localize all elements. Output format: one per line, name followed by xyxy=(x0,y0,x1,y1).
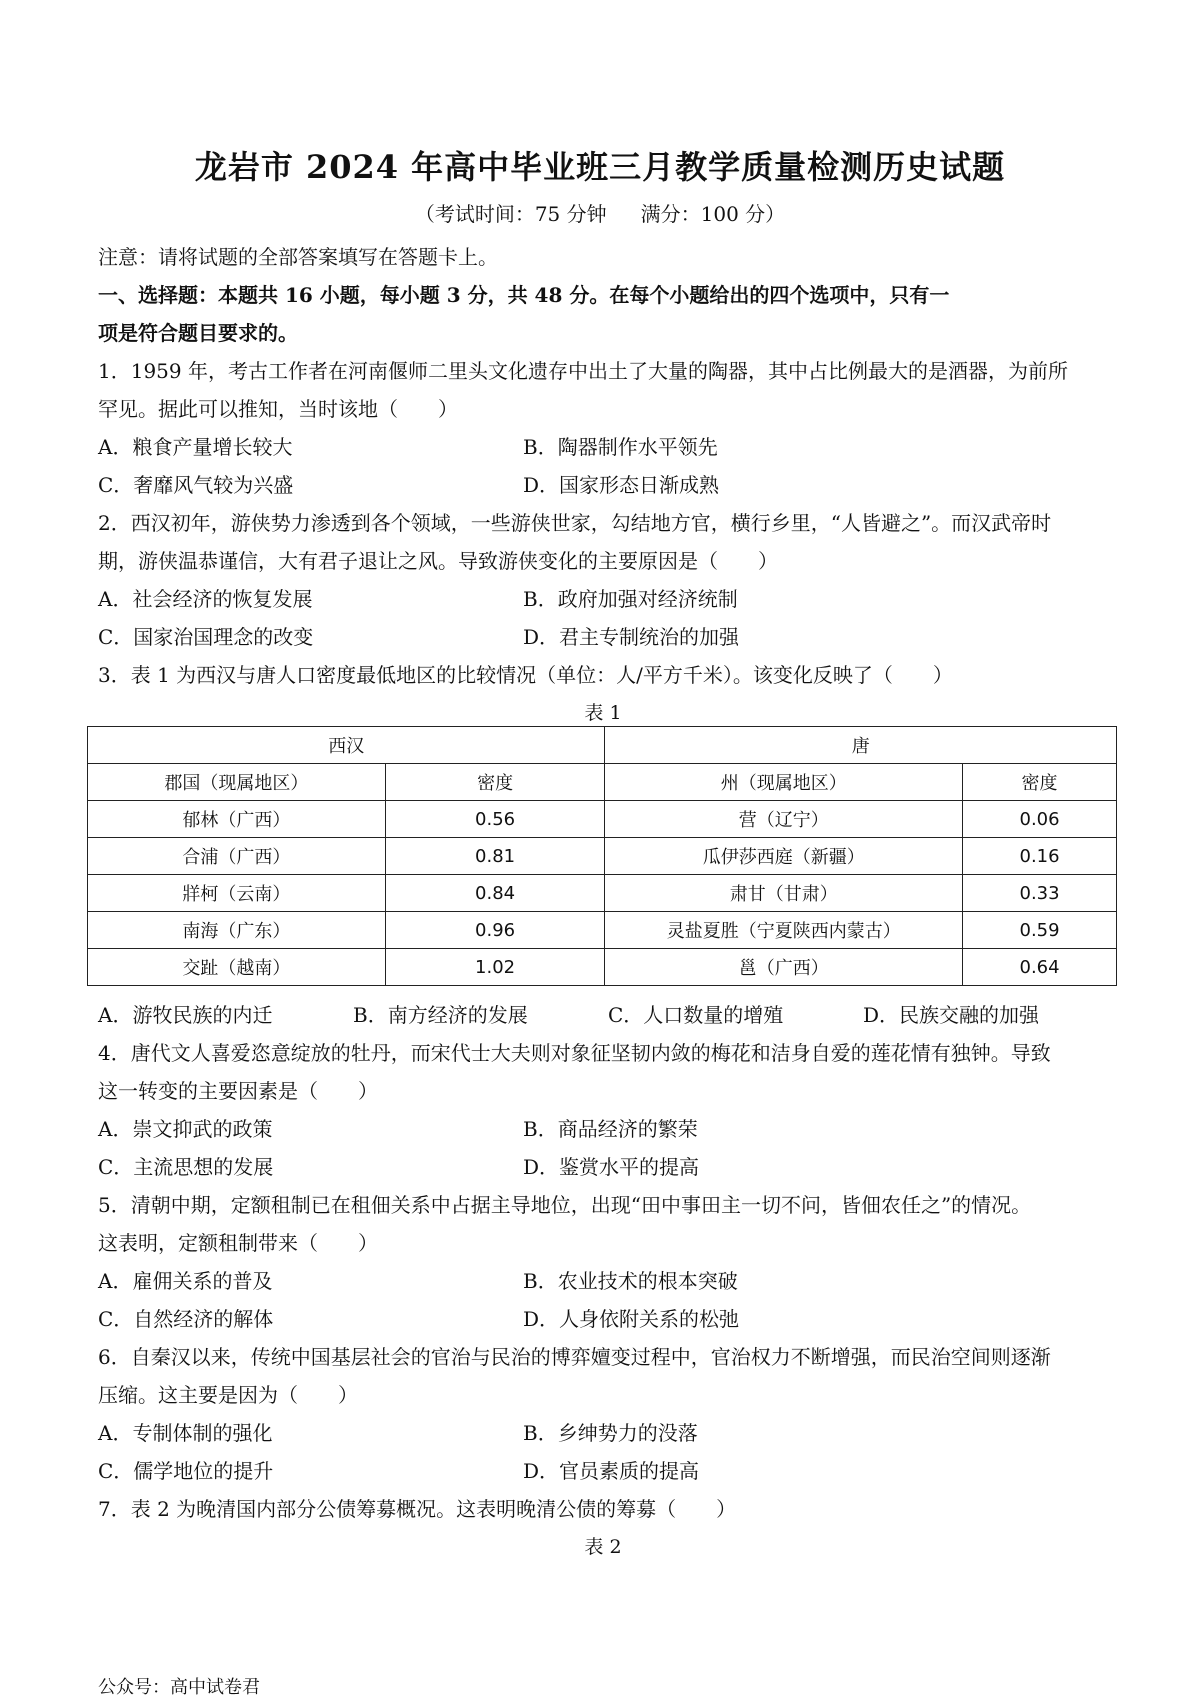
table-cell: 营（辽宁） xyxy=(605,801,963,838)
options xyxy=(98,1262,1108,1338)
table-cell: 0.06 xyxy=(963,801,1117,838)
question-text: 4．唐代文人喜爱恣意绽放的牡丹，而宋代士大夫则对象征坚韧内敛的梅花和洁身自爱的莲花情有独钟。导致 xyxy=(98,1041,1051,1065)
question-text: 2．西汉初年，游侠势力渗透到各个领域，一些游侠世家，勾结地方官，横行乡里，“人皆避之”。而汉武帝时 xyxy=(98,511,1052,535)
table-cell: 1.02 xyxy=(385,949,605,986)
notice: 注意：请将试题的全部答案填写在答题卡上。 xyxy=(98,245,498,269)
lower-block xyxy=(98,996,1108,1566)
table-cell: 0.16 xyxy=(963,838,1117,875)
table-cell: 0.59 xyxy=(963,912,1117,949)
section-heading-line1: 一、选择题：本题共 16 小题，每小题 3 分，共 48 分。在每个小题给出的四个选项中，只有一 xyxy=(98,283,950,307)
options xyxy=(98,428,1108,504)
group-tang: 唐 xyxy=(605,727,1117,764)
exam-subtitle xyxy=(0,198,1200,227)
exam-title: 龙岩市 2024 年高中毕业班三月教学质量检测历史试题 xyxy=(194,148,1006,186)
option-b: B．乡绅势力的没落 xyxy=(523,1421,698,1445)
question-2 xyxy=(98,504,1108,656)
option-b: B．政府加强对经济统制 xyxy=(523,587,738,611)
table-cell: 交趾（越南） xyxy=(88,949,386,986)
question-text: 6．自秦汉以来，传统中国基层社会的官治与民治的博弈嬗变过程中，官治权力不断增强，而民治空间则逐渐 xyxy=(98,1345,1051,1369)
table-1 xyxy=(87,726,1117,986)
footer-note: 公众号：高中试卷君 xyxy=(98,1677,260,1698)
question-3 xyxy=(98,656,1108,732)
question-text: 1．1959 年，考古工作者在河南偃师二里头文化遗存中出土了大量的陶器，其中占比例最大的是酒器，为前所 xyxy=(98,359,1068,383)
option-b: B．南方经济的发展 xyxy=(353,1003,528,1027)
option-c: C．人口数量的增殖 xyxy=(608,1003,784,1027)
column-header: 州（现属地区） xyxy=(605,764,963,801)
option-a: A．粮食产量增长较大 xyxy=(98,435,293,459)
option-c: C．主流思想的发展 xyxy=(98,1155,274,1179)
table-cell: 肃甘（甘肃） xyxy=(605,875,963,912)
option-b: B．农业技术的根本突破 xyxy=(523,1269,738,1293)
table-cell: 0.64 xyxy=(963,949,1117,986)
table-row xyxy=(88,801,1117,838)
option-a: A．游牧民族的内迁 xyxy=(98,1003,273,1027)
full-score: 满分：100 分） xyxy=(640,202,786,226)
table-cell: 0.96 xyxy=(385,912,605,949)
question-text: 这表明，定额租制带来（ ） xyxy=(98,1231,378,1255)
question-6 xyxy=(98,1338,1108,1490)
option-b: B．陶器制作水平领先 xyxy=(523,435,718,459)
question-3-options xyxy=(98,996,1108,1034)
column-header: 郡国（现属地区） xyxy=(88,764,386,801)
table-row xyxy=(88,949,1117,986)
question-5 xyxy=(98,1186,1108,1338)
table-cell: 灵盐夏胜（宁夏陕西内蒙古） xyxy=(605,912,963,949)
header-block xyxy=(98,238,1108,732)
question-text: 7．表 2 为晚清国内部分公债筹募概况。这表明晚清公债的筹募（ ） xyxy=(98,1497,737,1521)
table-cell: 邕（广西） xyxy=(605,949,963,986)
option-d: D．人身依附关系的松弛 xyxy=(523,1307,740,1331)
option-a: A．社会经济的恢复发展 xyxy=(98,587,313,611)
option-d: D．鉴赏水平的提高 xyxy=(523,1155,700,1179)
options xyxy=(98,1110,1108,1186)
question-text: 期，游侠温恭谨信，大有君子退让之风。导致游侠变化的主要原因是（ ） xyxy=(98,549,778,573)
column-header: 密度 xyxy=(385,764,605,801)
option-c: C．儒学地位的提升 xyxy=(98,1459,274,1483)
question-text: 3．表 1 为西汉与唐人口密度最低地区的比较情况（单位：人/平方千米）。该变化反映了（ ） xyxy=(98,663,953,687)
option-c: C．自然经济的解体 xyxy=(98,1307,274,1331)
table-cell: 0.33 xyxy=(963,875,1117,912)
option-a: A．崇文抑武的政策 xyxy=(98,1117,273,1141)
table-cell: 南海（广东） xyxy=(88,912,386,949)
option-d: D．官员素质的提高 xyxy=(523,1459,700,1483)
table-cell: 郁林（广西） xyxy=(88,801,386,838)
option-a: A．雇佣关系的普及 xyxy=(98,1269,273,1293)
option-d: D．国家形态日渐成熟 xyxy=(523,473,720,497)
question-text: 压缩。这主要是因为（ ） xyxy=(98,1383,358,1407)
question-4 xyxy=(98,1034,1108,1186)
option-c: C．国家治国理念的改变 xyxy=(98,625,314,649)
section-heading-line2: 项是符合题目要求的。 xyxy=(98,321,298,345)
table-cell: 0.56 xyxy=(385,801,605,838)
options xyxy=(98,580,1108,656)
column-header: 密度 xyxy=(963,764,1117,801)
table-row xyxy=(88,875,1117,912)
exam-time: （考试时间：75 分钟 xyxy=(414,202,607,226)
table-cell: 牂柯（云南） xyxy=(88,875,386,912)
table-row xyxy=(88,912,1117,949)
option-c: C．奢靡风气较为兴盛 xyxy=(98,473,294,497)
option-b: B．商品经济的繁荣 xyxy=(523,1117,698,1141)
option-d: D．君主专制统治的加强 xyxy=(523,625,740,649)
table-1-caption: 表 1 xyxy=(584,702,622,724)
table-cell: 0.84 xyxy=(385,875,605,912)
question-text: 5．清朝中期，定额租制已在租佃关系中占据主导地位，出现“田中事田主一切不问，皆佃农任之”的情况。 xyxy=(98,1193,1032,1217)
option-d: D．民族交融的加强 xyxy=(863,1003,1040,1027)
option-a: A．专制体制的强化 xyxy=(98,1421,273,1445)
question-text: 这一转变的主要因素是（ ） xyxy=(98,1079,378,1103)
table-cell: 0.81 xyxy=(385,838,605,875)
table-header-row xyxy=(88,764,1117,801)
table-cell: 瓜伊莎西庭（新疆） xyxy=(605,838,963,875)
table-row xyxy=(88,838,1117,875)
question-text: 罕见。据此可以推知，当时该地（ ） xyxy=(98,397,458,421)
group-western-han: 西汉 xyxy=(88,727,605,764)
question-7 xyxy=(98,1490,1108,1566)
options xyxy=(98,1414,1108,1490)
question-1 xyxy=(98,352,1108,504)
table-group-header xyxy=(88,727,1117,764)
table-2-caption: 表 2 xyxy=(584,1536,622,1558)
table-cell: 合浦（广西） xyxy=(88,838,386,875)
